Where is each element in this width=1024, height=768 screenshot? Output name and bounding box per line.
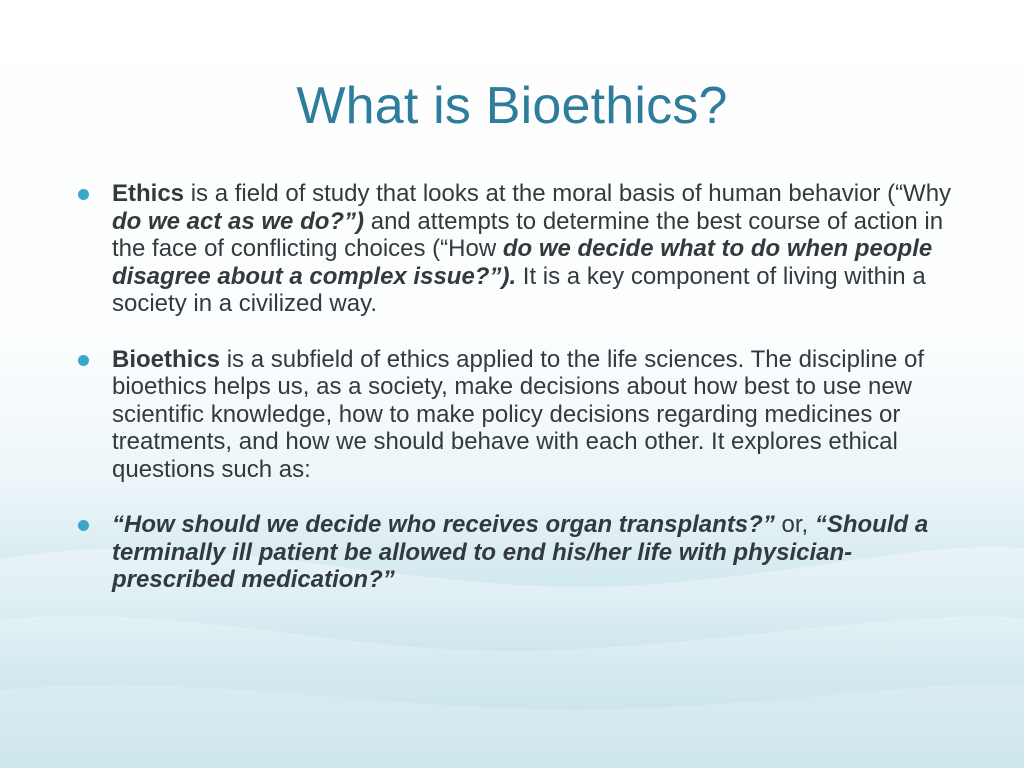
bullet-dot-icon (78, 520, 89, 531)
emphasis-question: do we act as we do?”) (112, 207, 365, 235)
bullet-ethics (76, 180, 956, 318)
term-bioethics: Bioethics (112, 345, 221, 373)
term-ethics: Ethics (112, 180, 185, 207)
bullet-text: is a field of study that looks at the moral basis of human behavior (“Why (184, 180, 952, 207)
bullet-text: and attempts to determine the best course of action in the face of conflicting choices (“How (112, 207, 944, 262)
slide-title: What is Bioethics? (296, 77, 728, 135)
bullet-bioethics (76, 346, 956, 484)
bullet-dot-icon (78, 189, 89, 200)
bullet-text: is a subfield of ethics applied to the life sciences. The discipline of bioethics helps us, as a society, make decisions about how best to use new scientific knowledge, how to make policy decisions regarding medicines or treatments, and how we should behave with each other. It explores ethical questions such as: (112, 345, 924, 483)
bullet-questions (76, 511, 956, 594)
emphasis-question: do we decide what to do when people disagree about a complex issue?”). (112, 235, 933, 290)
bullet-text: or, (774, 511, 815, 538)
slide-body (76, 180, 956, 622)
emphasis-question: “Should a terminally ill patient be allowed to end his/her life with physician-prescribed medication?” (112, 511, 929, 593)
emphasis-question: “How should we decide who receives organ transplants?” (112, 511, 775, 538)
bullet-text: It is a key component of living within a society in a civilized way. (112, 262, 926, 317)
bullet-dot-icon (78, 355, 89, 366)
